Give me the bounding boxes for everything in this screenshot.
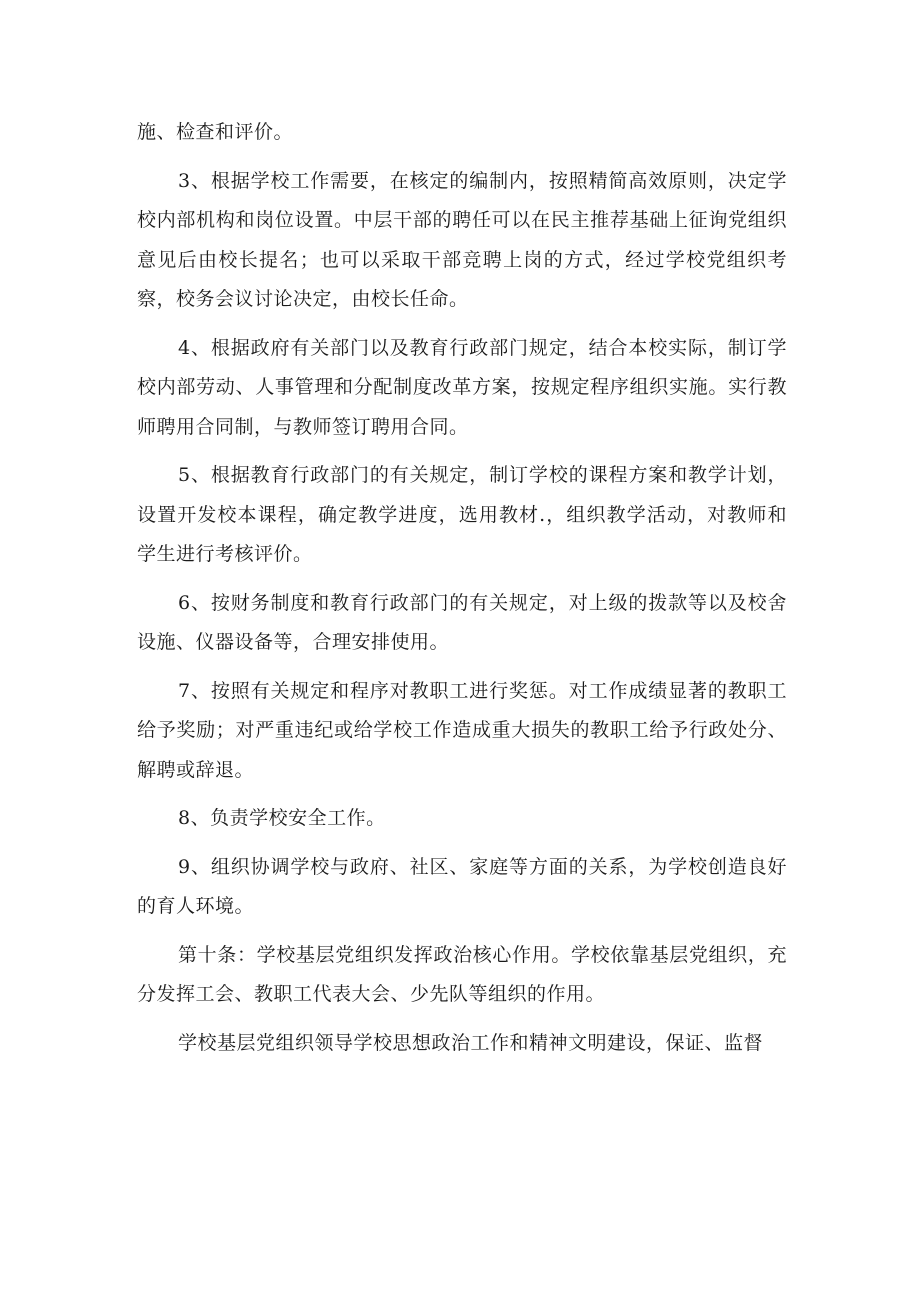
paragraph-article-10: 第十条：学校基层党组织发挥政治核心作用。学校依靠基层党组织，充分发挥工会、教职工代表大会、少先队等组织的作用。 [137, 943, 787, 1005]
paragraph-item-6: 6、按财务制度和教育行政部门的有关规定，对上级的拨款等以及校舍设施、仪器设备等，合理安排使用。 [137, 591, 787, 653]
paragraph-item-8: 8、负责学校安全工作。 [178, 807, 386, 829]
paragraph-item-4: 4、根据政府有关部门以及教育行政部门规定，结合本校实际，制订学校内部劳动、人事管理和分配制度改革方案，按规定程序组织实施。实行教师聘用合同制，与教师签订聘用合同。 [137, 336, 787, 438]
document-body [137, 113, 787, 1072]
paragraph-continuation: 施、检查和评价。 [137, 121, 294, 143]
paragraph-item-3: 3、根据学校工作需要，在核定的编制内，按照精简高效原则，决定学校内部机构和岗位设置。中层干部的聘任可以在民主推荐基础上征询党组织意见后由校长提名；也可以采取干部竞聘上岗的方式，经过学校党组织考察，校务会议讨论决定，由校长任命。 [137, 169, 787, 310]
paragraph-party-leadership: 学校基层党组织领导学校思想政治工作和精神文明建设，保证、监督 [178, 1031, 764, 1054]
paragraph-item-5: 5、根据教育行政部门的有关规定，制订学校的课程方案和教学计划，设置开发校本课程，确定教学进度，选用教材.，组织教学活动，对教师和学生进行考核评价。 [137, 464, 787, 565]
paragraph-item-7: 7、按照有关规定和程序对教职工进行奖惩。对工作成绩显著的教职工给予奖励；对严重违纪或给学校工作造成重大损失的教职工给予行政处分、解聘或辞退。 [137, 679, 787, 781]
paragraph-item-9: 9、组织协调学校与政府、社区、家庭等方面的关系，为学校创造良好的育人环境。 [137, 855, 787, 917]
